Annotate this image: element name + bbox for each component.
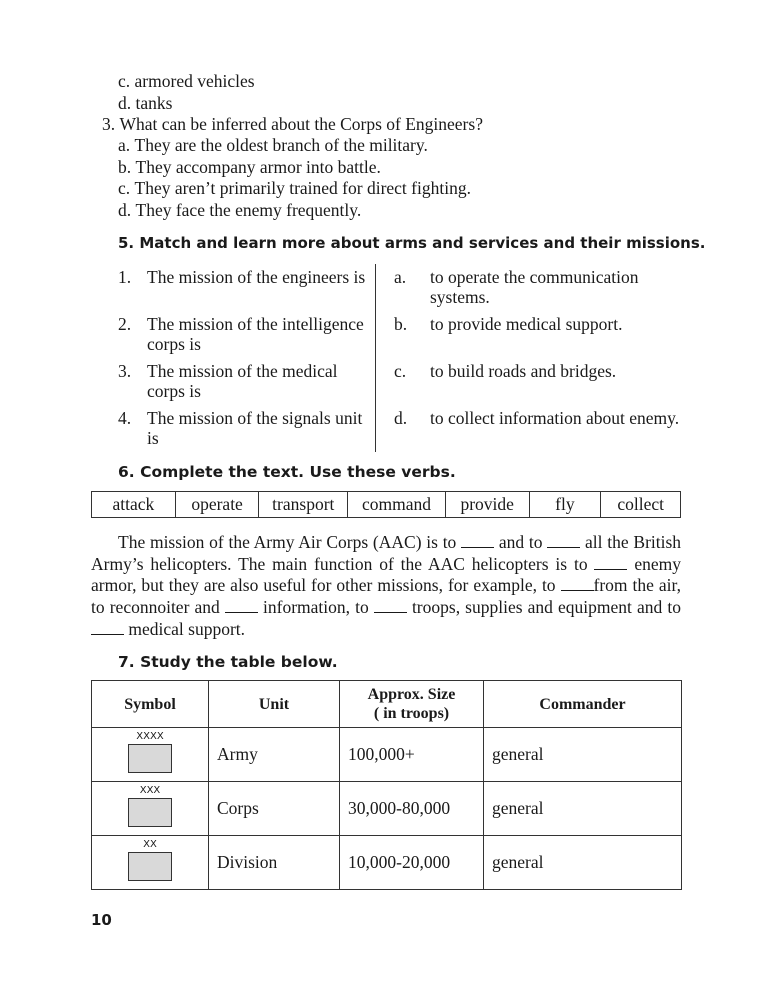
q3-option-b: b. They accompany armor into battle. (118, 157, 381, 177)
header-commander: Commander (484, 681, 682, 728)
unit-cell: Division (209, 836, 340, 890)
symbol-cell (92, 836, 209, 890)
commander-cell: general (484, 782, 682, 836)
verb-cell: command (348, 492, 446, 517)
q3-option-c: c. They aren’t primarily trained for direct fighting. (118, 178, 471, 198)
match-right-letter: c. (394, 361, 407, 381)
match-right-text: to provide medical support. (430, 314, 623, 334)
match-left-number: 1. (118, 267, 132, 287)
unit-size-mark: XXXX (136, 731, 164, 742)
match-right-letter: b. (394, 314, 408, 334)
header-unit: Unit (209, 681, 340, 728)
q3-option-a: a. They are the oldest branch of the military. (118, 135, 428, 155)
table-header-row (92, 681, 682, 728)
commander-cell: general (484, 836, 682, 890)
header-size-line1: Approx. Size (367, 686, 456, 703)
unit-size-mark: XXX (139, 785, 161, 796)
table-row (92, 836, 682, 890)
header-size (340, 681, 484, 728)
verb-cell: fly (530, 492, 602, 517)
match-divider (375, 264, 376, 452)
match-right-letter: a. (394, 267, 407, 287)
unit-cell: Corps (209, 782, 340, 836)
corps-unit-symbol-icon (128, 798, 172, 827)
commander-cell: general (484, 728, 682, 782)
table-row (92, 782, 682, 836)
unit-cell: Army (209, 728, 340, 782)
verb-cell: attack (92, 492, 176, 517)
exercise-7-heading: 7. Study the table below. (118, 653, 338, 671)
match-left-text: The mission of the engineers is (147, 267, 366, 287)
q3-question: 3. What can be inferred about the Corps of Engineers? (102, 114, 483, 134)
division-unit-symbol-icon (128, 852, 172, 881)
verb-cell: operate (176, 492, 260, 517)
match-left-number: 2. (118, 314, 132, 334)
match-left-number: 3. (118, 361, 132, 381)
size-cell: 10,000-20,000 (340, 836, 484, 890)
blank[interactable] (461, 532, 494, 548)
unit-size-mark: XX (143, 839, 157, 850)
ex6-paragraph: The mission of the Army Air Corps (AAC) is to and to all the British Army’s helicopters. The main function of the AAC helicopters is to enemy armor, but they are also useful for other missions, for example, to from the air, to reconnoiter and information, to troops, supplies and equipment and to medical support. (91, 532, 682, 639)
verb-cell: transport (259, 492, 348, 517)
q2-option-d: d. tanks (118, 93, 173, 113)
q3-option-d: d. They face the enemy frequently. (118, 200, 362, 220)
match-right-letter: d. (394, 408, 408, 428)
blank[interactable] (594, 554, 627, 570)
match-right-text: to operate the communication systems. (430, 267, 639, 307)
match-left-text: The mission of the signals unit is (147, 408, 363, 448)
match-left-number: 4. (118, 408, 132, 428)
blank[interactable] (91, 619, 124, 635)
blank[interactable] (547, 532, 580, 548)
army-unit-symbol-icon (128, 744, 172, 773)
header-symbol: Symbol (92, 681, 209, 728)
exercise-6-heading: 6. Complete the text. Use these verbs. (118, 463, 456, 481)
verb-box (91, 491, 681, 518)
size-cell: 100,000+ (340, 728, 484, 782)
table-row (92, 728, 682, 782)
symbol-cell (92, 782, 209, 836)
verb-cell: collect (617, 494, 664, 514)
page-number: 10 (91, 911, 112, 929)
blank[interactable] (561, 575, 594, 591)
size-cell: 30,000-80,000 (340, 782, 484, 836)
symbol-cell (92, 728, 209, 782)
match-right-text: to collect information about enemy. (430, 408, 680, 428)
match-right-text: to build roads and bridges. (430, 361, 617, 381)
match-left-text: The mission of the intelligence corps is (147, 314, 364, 354)
verb-cell: provide (446, 492, 530, 517)
units-table (91, 680, 682, 890)
header-size-line2: ( in troops) (373, 705, 450, 722)
match-left-text: The mission of the medical corps is (147, 361, 338, 401)
q2-option-c: c. armored vehicles (118, 71, 255, 91)
exercise-5-heading: 5. Match and learn more about arms and services and their missions. (118, 234, 706, 252)
blank[interactable] (225, 597, 258, 613)
blank[interactable] (374, 597, 407, 613)
